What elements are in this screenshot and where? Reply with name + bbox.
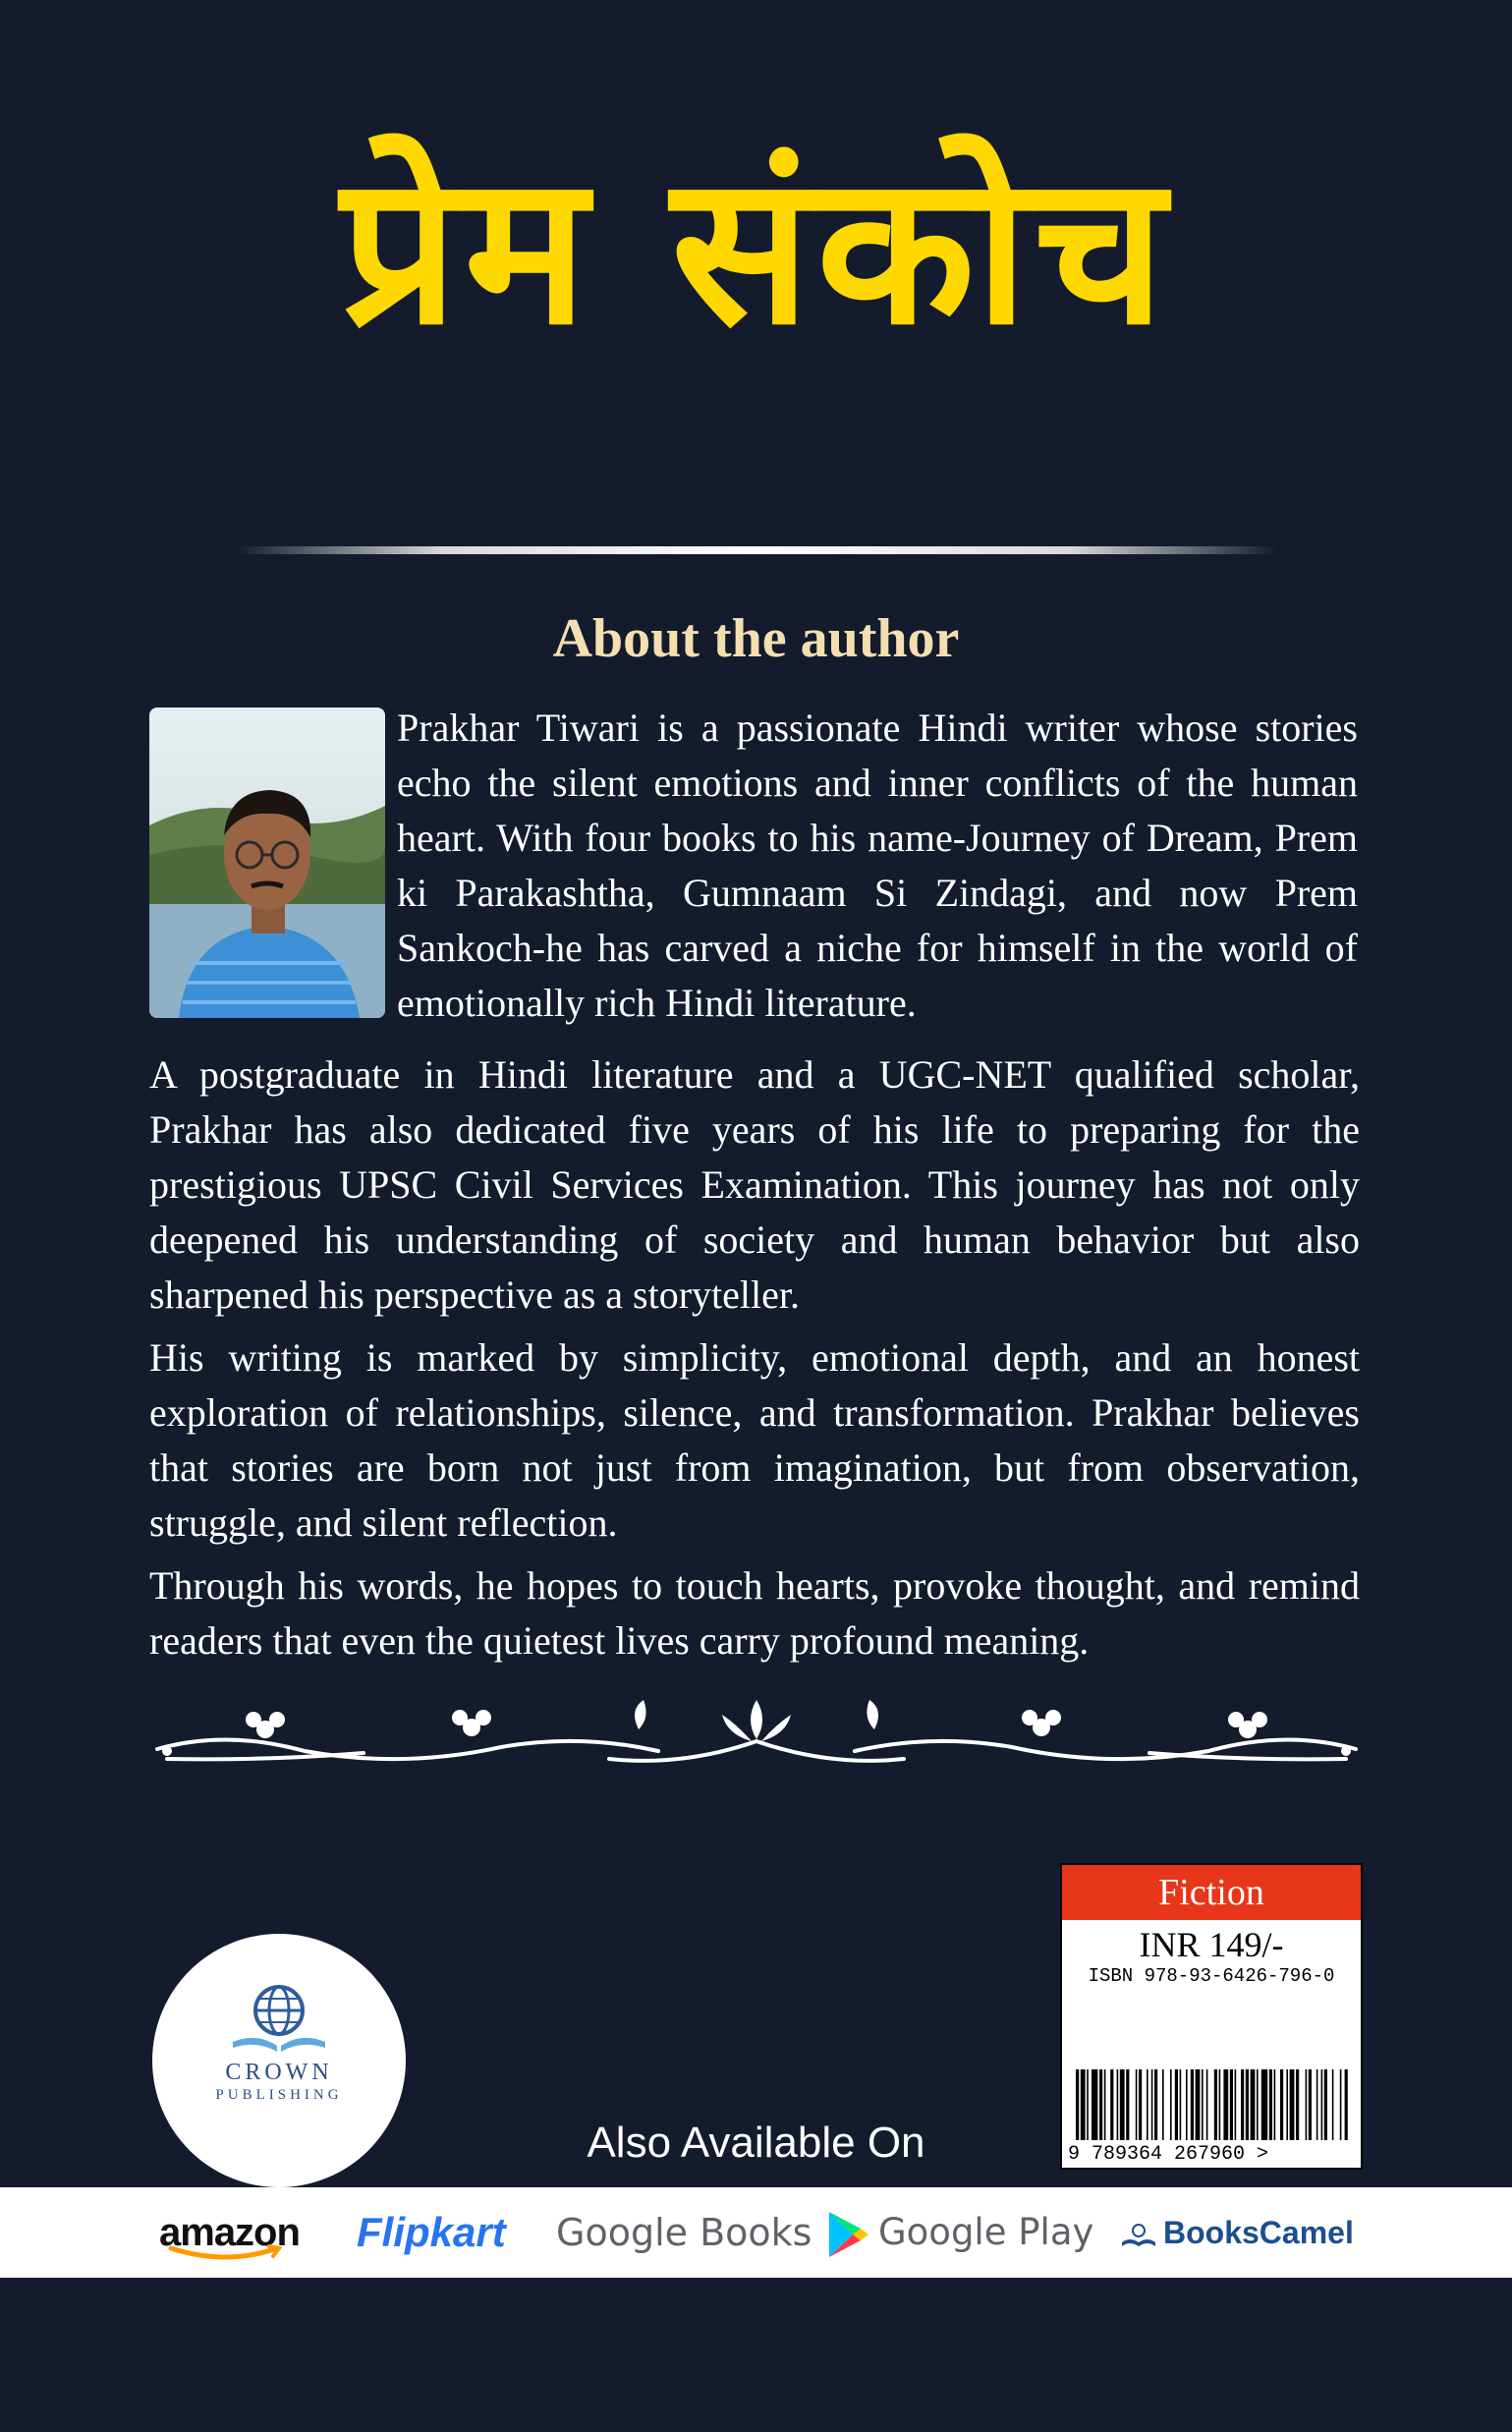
floral-ornament (147, 1690, 1366, 1779)
store-logos-bar (0, 2187, 1512, 2278)
publisher-name: CROWN (225, 2060, 333, 2085)
bio-paragraph-4: Through his words, he hopes to touch hearts, provoke thought, and remind readers that even the quietest lives carry profound meaning. (149, 1563, 1360, 1663)
google-books-logo[interactable]: Google Books (556, 2211, 812, 2254)
genre-label: Fiction (1062, 1865, 1361, 1920)
flipkart-logo[interactable]: Flipkart (357, 2209, 506, 2255)
google-play-logo[interactable] (825, 2187, 1093, 2278)
author-photo (149, 707, 385, 1018)
bio-paragraph-2: A postgraduate in Hindi literature and a UGC-NET qualified scholar, Prakhar has also dedicated five years of his life to preparing for the prestigious UPSC Civil Services Examination. This journey has not only deepened his understanding of society and human behavior but also sharpened his perspective as a storyteller. (149, 1052, 1360, 1317)
amazon-logo[interactable] (159, 2187, 300, 2278)
google-play-label: Google Play (878, 2211, 1094, 2253)
isbn-label: ISBN 978-93-6426-796-0 (1088, 1965, 1335, 1987)
barcode-number: 9 789364 267960 > (1068, 2143, 1269, 2166)
book-icon (1120, 2221, 1157, 2250)
bio-paragraph-1: Prakhar Tiwari is a passionate Hindi writer whose stories echo the silent emotions and inner conflicts of the human heart. With four books to his name-Journey of Dream, Prem ki Parakashtha, Gumnaam Si Zindagi, and now Prem Sankoch-he has carved a niche for himself in the world of emotionally rich Hindi literature. (397, 706, 1358, 1025)
bio-paragraph-3: His writing is marked by simplicity, emotional depth, and an honest exploration of relationships, silence, and transformation. Prakhar believes that stories are born not just from imagination, but from observation, struggle, and silent reflection. (149, 1335, 1360, 1545)
amazon-label: amazon (159, 2211, 300, 2254)
amazon-smile-icon (167, 2244, 285, 2264)
title-divider (236, 546, 1277, 554)
publisher-subtitle: PUBLISHING (215, 2087, 343, 2103)
price-isbn-panel (1060, 1863, 1363, 2073)
globe-book-icon (152, 1934, 406, 2062)
bookscamel-label: BooksCamel (1163, 2215, 1354, 2250)
also-available-label: Also Available On (587, 2119, 925, 2167)
book-title: प्रेम संकोच (340, 130, 1172, 370)
bookscamel-logo[interactable] (1120, 2187, 1354, 2278)
about-heading: About the author (552, 608, 960, 669)
google-play-icon (825, 2210, 870, 2259)
price-label: INR 149/- (1139, 1925, 1284, 1964)
